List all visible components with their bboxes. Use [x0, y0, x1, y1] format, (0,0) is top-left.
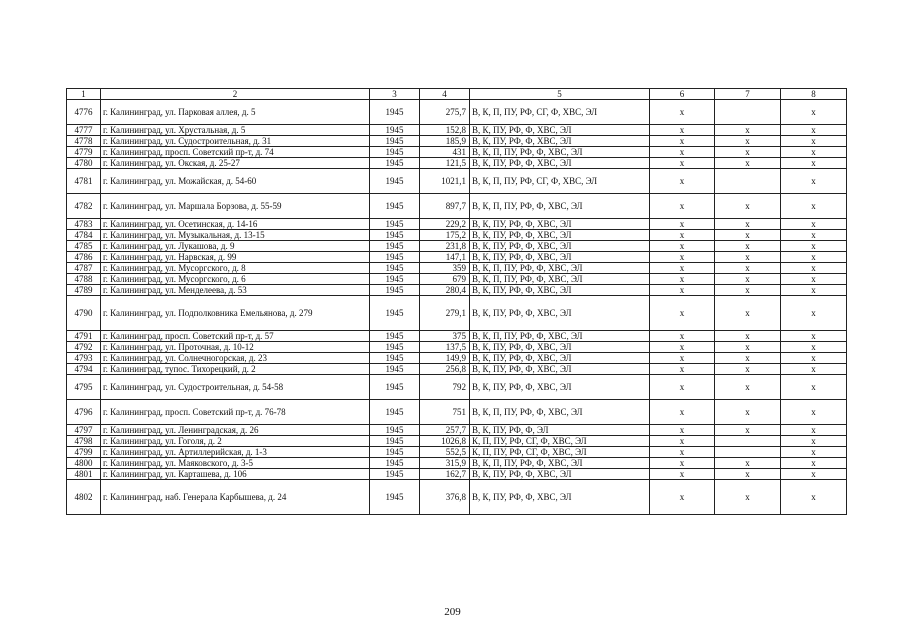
table-row: [67, 241, 847, 252]
row-number: 4782: [67, 194, 101, 219]
year-cell: 1945: [370, 458, 420, 469]
area-cell: 185,9: [420, 136, 470, 147]
row-number: 4779: [67, 147, 101, 158]
year-cell: 1945: [370, 241, 420, 252]
area-cell: 231,8: [420, 241, 470, 252]
row-number: 4781: [67, 169, 101, 194]
systems-cell: В, К, П, ПУ, РФ, СГ, Ф, ХВС, ЭЛ: [470, 169, 650, 194]
address-cell: г. Калининград, просп. Советский пр-т, д. 57: [101, 331, 370, 342]
table-row: [67, 158, 847, 169]
mark-cell-8: х: [781, 425, 847, 436]
mark-cell-7: х: [715, 353, 781, 364]
column-header: 6: [650, 89, 715, 100]
address-cell: г. Калининград, просп. Советский пр-т, д. 76-78: [101, 400, 370, 425]
mark-cell-8: х: [781, 100, 847, 125]
table-row: [67, 425, 847, 436]
mark-cell-6: х: [650, 100, 715, 125]
mark-cell-8: х: [781, 252, 847, 263]
table-row: [67, 342, 847, 353]
table-row: [67, 136, 847, 147]
row-number: 4788: [67, 274, 101, 285]
mark-cell-6: х: [650, 263, 715, 274]
systems-cell: В, К, ПУ, РФ, Ф, ХВС, ЭЛ: [470, 241, 650, 252]
systems-cell: В, К, ПУ, РФ, Ф, ХВС, ЭЛ: [470, 285, 650, 296]
systems-cell: В, К, ПУ, РФ, Ф, ХВС, ЭЛ: [470, 342, 650, 353]
year-cell: 1945: [370, 263, 420, 274]
row-number: 4798: [67, 436, 101, 447]
row-number: 4795: [67, 375, 101, 400]
row-number: 4791: [67, 331, 101, 342]
year-cell: 1945: [370, 480, 420, 515]
mark-cell-6: х: [650, 458, 715, 469]
address-cell: г. Калининград, ул. Ленинградская, д. 26: [101, 425, 370, 436]
address-cell: г. Калининград, ул. Солнечногорская, д. 23: [101, 353, 370, 364]
mark-cell-7: [715, 447, 781, 458]
row-number: 4802: [67, 480, 101, 515]
address-cell: г. Калининград, ул. Судостроительная, д. 54-58: [101, 375, 370, 400]
mark-cell-6: х: [650, 241, 715, 252]
mark-cell-6: х: [650, 219, 715, 230]
table-row: [67, 263, 847, 274]
area-cell: 376,8: [420, 480, 470, 515]
mark-cell-6: х: [650, 436, 715, 447]
mark-cell-6: х: [650, 425, 715, 436]
table-row: [67, 100, 847, 125]
year-cell: 1945: [370, 194, 420, 219]
systems-cell: В, К, П, ПУ, РФ, Ф, ХВС, ЭЛ: [470, 458, 650, 469]
year-cell: 1945: [370, 100, 420, 125]
mark-cell-6: х: [650, 194, 715, 219]
table-row: [67, 400, 847, 425]
address-cell: г. Калининград, ул. Подполковника Емельянова, д. 279: [101, 296, 370, 331]
table-row: [67, 125, 847, 136]
mark-cell-7: х: [715, 241, 781, 252]
systems-cell: В, К, ПУ, РФ, Ф, ХВС, ЭЛ: [470, 296, 650, 331]
mark-cell-8: х: [781, 447, 847, 458]
systems-cell: В, К, ПУ, РФ, Ф, ХВС, ЭЛ: [470, 353, 650, 364]
area-cell: 1021,1: [420, 169, 470, 194]
mark-cell-7: х: [715, 425, 781, 436]
row-number: 4794: [67, 364, 101, 375]
area-cell: 431: [420, 147, 470, 158]
area-cell: 256,8: [420, 364, 470, 375]
row-number: 4776: [67, 100, 101, 125]
area-cell: 162,7: [420, 469, 470, 480]
table-row: [67, 436, 847, 447]
systems-cell: В, К, ПУ, РФ, Ф, ЭЛ: [470, 425, 650, 436]
mark-cell-7: х: [715, 342, 781, 353]
column-header: 3: [370, 89, 420, 100]
address-cell: г. Калининград, ул. Карташева, д. 106: [101, 469, 370, 480]
year-cell: 1945: [370, 425, 420, 436]
mark-cell-6: х: [650, 169, 715, 194]
mark-cell-7: х: [715, 252, 781, 263]
mark-cell-7: [715, 436, 781, 447]
mark-cell-8: х: [781, 158, 847, 169]
systems-cell: В, К, ПУ, РФ, Ф, ХВС, ЭЛ: [470, 252, 650, 263]
mark-cell-6: х: [650, 285, 715, 296]
mark-cell-6: х: [650, 480, 715, 515]
year-cell: 1945: [370, 252, 420, 263]
systems-cell: В, К, ПУ, РФ, Ф, ХВС, ЭЛ: [470, 125, 650, 136]
table-row: [67, 353, 847, 364]
year-cell: 1945: [370, 219, 420, 230]
address-cell: г. Калининград, ул. Судостроительная, д. 31: [101, 136, 370, 147]
mark-cell-6: х: [650, 364, 715, 375]
table-row: [67, 194, 847, 219]
area-cell: 315,9: [420, 458, 470, 469]
mark-cell-7: х: [715, 158, 781, 169]
year-cell: 1945: [370, 147, 420, 158]
area-cell: 275,7: [420, 100, 470, 125]
mark-cell-8: х: [781, 375, 847, 400]
year-cell: 1945: [370, 469, 420, 480]
area-cell: 552,5: [420, 447, 470, 458]
year-cell: 1945: [370, 436, 420, 447]
area-cell: 1026,8: [420, 436, 470, 447]
row-number: 4801: [67, 469, 101, 480]
mark-cell-8: х: [781, 125, 847, 136]
mark-cell-7: х: [715, 147, 781, 158]
column-header: 4: [420, 89, 470, 100]
mark-cell-6: х: [650, 274, 715, 285]
year-cell: 1945: [370, 169, 420, 194]
year-cell: 1945: [370, 447, 420, 458]
column-header: 1: [67, 89, 101, 100]
mark-cell-6: х: [650, 147, 715, 158]
address-cell: г. Калининград, ул. Мусоргского, д. 6: [101, 274, 370, 285]
area-cell: 280,4: [420, 285, 470, 296]
column-header: 7: [715, 89, 781, 100]
mark-cell-8: х: [781, 364, 847, 375]
table-row: [67, 169, 847, 194]
row-number: 4784: [67, 230, 101, 241]
table-row: [67, 219, 847, 230]
area-cell: 359: [420, 263, 470, 274]
mark-cell-7: х: [715, 219, 781, 230]
systems-cell: В, К, ПУ, РФ, Ф, ХВС, ЭЛ: [470, 469, 650, 480]
table-row: [67, 296, 847, 331]
row-number: 4796: [67, 400, 101, 425]
mark-cell-8: х: [781, 169, 847, 194]
mark-cell-6: х: [650, 331, 715, 342]
systems-cell: В, К, ПУ, РФ, Ф, ХВС, ЭЛ: [470, 375, 650, 400]
area-cell: 175,2: [420, 230, 470, 241]
area-cell: 147,1: [420, 252, 470, 263]
mark-cell-8: х: [781, 436, 847, 447]
address-cell: г. Калининград, ул. Нарвская, д. 99: [101, 252, 370, 263]
mark-cell-7: х: [715, 458, 781, 469]
year-cell: 1945: [370, 158, 420, 169]
systems-cell: К, П, ПУ, РФ, СГ, Ф, ХВС, ЭЛ: [470, 436, 650, 447]
mark-cell-6: х: [650, 136, 715, 147]
mark-cell-6: х: [650, 469, 715, 480]
mark-cell-8: х: [781, 400, 847, 425]
table-row: [67, 480, 847, 515]
row-number: 4780: [67, 158, 101, 169]
year-cell: 1945: [370, 353, 420, 364]
address-cell: г. Калининград, ул. Менделеева, д. 53: [101, 285, 370, 296]
mark-cell-7: х: [715, 480, 781, 515]
area-cell: 751: [420, 400, 470, 425]
area-cell: 279,1: [420, 296, 470, 331]
mark-cell-7: х: [715, 296, 781, 331]
systems-cell: К, П, ПУ, РФ, СГ, Ф, ХВС, ЭЛ: [470, 447, 650, 458]
table-row: [67, 364, 847, 375]
address-cell: г. Калининград, ул. Проточная, д. 10-12: [101, 342, 370, 353]
mark-cell-7: х: [715, 194, 781, 219]
page-number: 209: [444, 606, 461, 618]
mark-cell-8: х: [781, 331, 847, 342]
mark-cell-7: х: [715, 400, 781, 425]
mark-cell-7: х: [715, 230, 781, 241]
systems-cell: В, К, ПУ, РФ, Ф, ХВС, ЭЛ: [470, 136, 650, 147]
mark-cell-7: х: [715, 125, 781, 136]
row-number: 4777: [67, 125, 101, 136]
row-number: 4800: [67, 458, 101, 469]
address-cell: г. Калининград, ул. Можайская, д. 54-60: [101, 169, 370, 194]
table-row: [67, 447, 847, 458]
systems-cell: В, К, ПУ, РФ, Ф, ХВС, ЭЛ: [470, 219, 650, 230]
mark-cell-8: х: [781, 241, 847, 252]
mark-cell-8: х: [781, 274, 847, 285]
row-number: 4792: [67, 342, 101, 353]
table-row: [67, 147, 847, 158]
systems-cell: В, К, ПУ, РФ, Ф, ХВС, ЭЛ: [470, 230, 650, 241]
area-cell: 792: [420, 375, 470, 400]
year-cell: 1945: [370, 296, 420, 331]
systems-cell: В, К, П, ПУ, РФ, Ф, ХВС, ЭЛ: [470, 263, 650, 274]
year-cell: 1945: [370, 274, 420, 285]
area-cell: 121,5: [420, 158, 470, 169]
address-cell: г. Калининград, ул. Мусоргского, д. 8: [101, 263, 370, 274]
row-number: 4778: [67, 136, 101, 147]
mark-cell-7: х: [715, 263, 781, 274]
mark-cell-7: х: [715, 331, 781, 342]
mark-cell-8: х: [781, 469, 847, 480]
mark-cell-6: х: [650, 353, 715, 364]
table-row: [67, 458, 847, 469]
table-row: [67, 331, 847, 342]
systems-cell: В, К, П, ПУ, РФ, СГ, Ф, ХВС, ЭЛ: [470, 100, 650, 125]
year-cell: 1945: [370, 230, 420, 241]
address-cell: г. Калининград, ул. Лукашова, д. 9: [101, 241, 370, 252]
area-cell: 149,9: [420, 353, 470, 364]
address-cell: г. Калининград, ул. Маршала Борзова, д. 55-59: [101, 194, 370, 219]
area-cell: 375: [420, 331, 470, 342]
address-cell: г. Калининград, ул. Осетинская, д. 14-16: [101, 219, 370, 230]
row-number: 4793: [67, 353, 101, 364]
mark-cell-6: х: [650, 230, 715, 241]
mark-cell-8: х: [781, 342, 847, 353]
row-number: 4783: [67, 219, 101, 230]
systems-cell: В, К, П, ПУ, РФ, Ф, ХВС, ЭЛ: [470, 274, 650, 285]
column-header: 5: [470, 89, 650, 100]
mark-cell-6: х: [650, 375, 715, 400]
systems-cell: В, К, П, ПУ, РФ, Ф, ХВС, ЭЛ: [470, 194, 650, 219]
row-number: 4790: [67, 296, 101, 331]
mark-cell-6: х: [650, 342, 715, 353]
column-header: 8: [781, 89, 847, 100]
mark-cell-8: х: [781, 353, 847, 364]
address-cell: г. Калининград, ул. Парковая аллея, д. 5: [101, 100, 370, 125]
row-number: 4789: [67, 285, 101, 296]
row-number: 4787: [67, 263, 101, 274]
systems-cell: В, К, ПУ, РФ, Ф, ХВС, ЭЛ: [470, 480, 650, 515]
mark-cell-6: х: [650, 296, 715, 331]
mark-cell-8: х: [781, 285, 847, 296]
address-cell: г. Калининград, тупос. Тихорецкий, д. 2: [101, 364, 370, 375]
mark-cell-7: [715, 100, 781, 125]
mark-cell-6: х: [650, 158, 715, 169]
table-row: [67, 469, 847, 480]
area-cell: 679: [420, 274, 470, 285]
table-row: [67, 285, 847, 296]
year-cell: 1945: [370, 400, 420, 425]
systems-cell: В, К, ПУ, РФ, Ф, ХВС, ЭЛ: [470, 364, 650, 375]
area-cell: 137,5: [420, 342, 470, 353]
year-cell: 1945: [370, 136, 420, 147]
area-cell: 152,8: [420, 125, 470, 136]
systems-cell: В, К, П, ПУ, РФ, Ф, ХВС, ЭЛ: [470, 331, 650, 342]
address-cell: г. Калининград, ул. Музыкальная, д. 13-15: [101, 230, 370, 241]
mark-cell-8: х: [781, 480, 847, 515]
mark-cell-6: х: [650, 400, 715, 425]
mark-cell-8: х: [781, 136, 847, 147]
year-cell: 1945: [370, 375, 420, 400]
area-cell: 897,7: [420, 194, 470, 219]
mark-cell-8: х: [781, 230, 847, 241]
systems-cell: В, К, ПУ, РФ, Ф, ХВС, ЭЛ: [470, 158, 650, 169]
area-cell: 257,7: [420, 425, 470, 436]
mark-cell-8: х: [781, 458, 847, 469]
address-cell: г. Калининград, ул. Хрустальная, д. 5: [101, 125, 370, 136]
mark-cell-6: х: [650, 252, 715, 263]
housing-table: [66, 88, 847, 515]
systems-cell: В, К, П, ПУ, РФ, Ф, ХВС, ЭЛ: [470, 400, 650, 425]
row-number: 4797: [67, 425, 101, 436]
systems-cell: В, К, П, ПУ, РФ, Ф, ХВС, ЭЛ: [470, 147, 650, 158]
year-cell: 1945: [370, 285, 420, 296]
area-cell: 229,2: [420, 219, 470, 230]
mark-cell-7: х: [715, 469, 781, 480]
table-row: [67, 375, 847, 400]
address-cell: г. Калининград, ул. Окская, д. 25-27: [101, 158, 370, 169]
mark-cell-6: х: [650, 125, 715, 136]
address-cell: г. Калининград, наб. Генерала Карбышева, д. 24: [101, 480, 370, 515]
address-cell: г. Калининград, ул. Маяковского, д. 3-5: [101, 458, 370, 469]
year-cell: 1945: [370, 125, 420, 136]
mark-cell-8: х: [781, 296, 847, 331]
header-row: [67, 89, 847, 100]
mark-cell-7: [715, 169, 781, 194]
year-cell: 1945: [370, 331, 420, 342]
row-number: 4786: [67, 252, 101, 263]
mark-cell-6: х: [650, 447, 715, 458]
row-number: 4799: [67, 447, 101, 458]
mark-cell-8: х: [781, 219, 847, 230]
mark-cell-7: х: [715, 375, 781, 400]
mark-cell-8: х: [781, 147, 847, 158]
year-cell: 1945: [370, 364, 420, 375]
mark-cell-7: х: [715, 136, 781, 147]
mark-cell-7: х: [715, 285, 781, 296]
row-number: 4785: [67, 241, 101, 252]
table-row: [67, 252, 847, 263]
table-row: [67, 230, 847, 241]
address-cell: г. Калининград, ул. Артиллерийская, д. 1-3: [101, 447, 370, 458]
mark-cell-7: х: [715, 274, 781, 285]
mark-cell-8: х: [781, 194, 847, 219]
address-cell: г. Калининград, просп. Советский пр-т, д. 74: [101, 147, 370, 158]
table-row: [67, 274, 847, 285]
mark-cell-7: х: [715, 364, 781, 375]
year-cell: 1945: [370, 342, 420, 353]
mark-cell-8: х: [781, 263, 847, 274]
column-header: 2: [101, 89, 370, 100]
address-cell: г. Калининград, ул. Гоголя, д. 2: [101, 436, 370, 447]
